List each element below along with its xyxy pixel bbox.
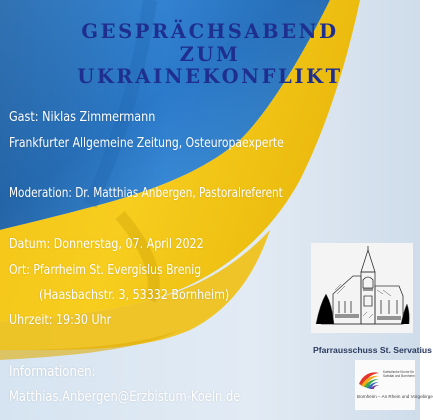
church-drawing [313, 246, 411, 330]
event-date: Datum: Donnerstag, 07. April 2022 [9, 237, 204, 252]
event-time: Uhrzeit: 19:30 Uhr [9, 313, 112, 328]
guest-name: Gast: Niklas Zimmermann [9, 110, 156, 125]
event-address: (Haasbachstr. 3, 53332 Bornheim) [39, 288, 230, 303]
title-line-2: ZUM [179, 43, 241, 66]
title-line-3: UKRAINEKONFLIKT [77, 65, 343, 88]
guest-affiliation: Frankfurter Allgemeine Zeitung, Osteuropaexperte [9, 136, 284, 151]
event-place: Ort: Pfarrheim St. Evergislus Brenig [9, 263, 202, 278]
logo-small-text: Katholische Kirche für Swisttal und Bornheim [383, 370, 415, 378]
title-line-1: GESPRÄCHSABEND [81, 20, 339, 43]
logo-big-text: Bornheim – An Rhein und Vorgebirge [357, 394, 433, 399]
rainbow-logo-icon [358, 368, 380, 390]
moderation: Moderation: Dr. Matthias Anbergen, Pastoralreferent [9, 186, 283, 201]
info-email[interactable]: Matthias.Anbergen@Erzbistum-Koeln.de [9, 389, 241, 405]
church-caption: Pfarrausschuss St. Servatius [313, 345, 432, 355]
info-label: Informationen: [9, 364, 96, 380]
